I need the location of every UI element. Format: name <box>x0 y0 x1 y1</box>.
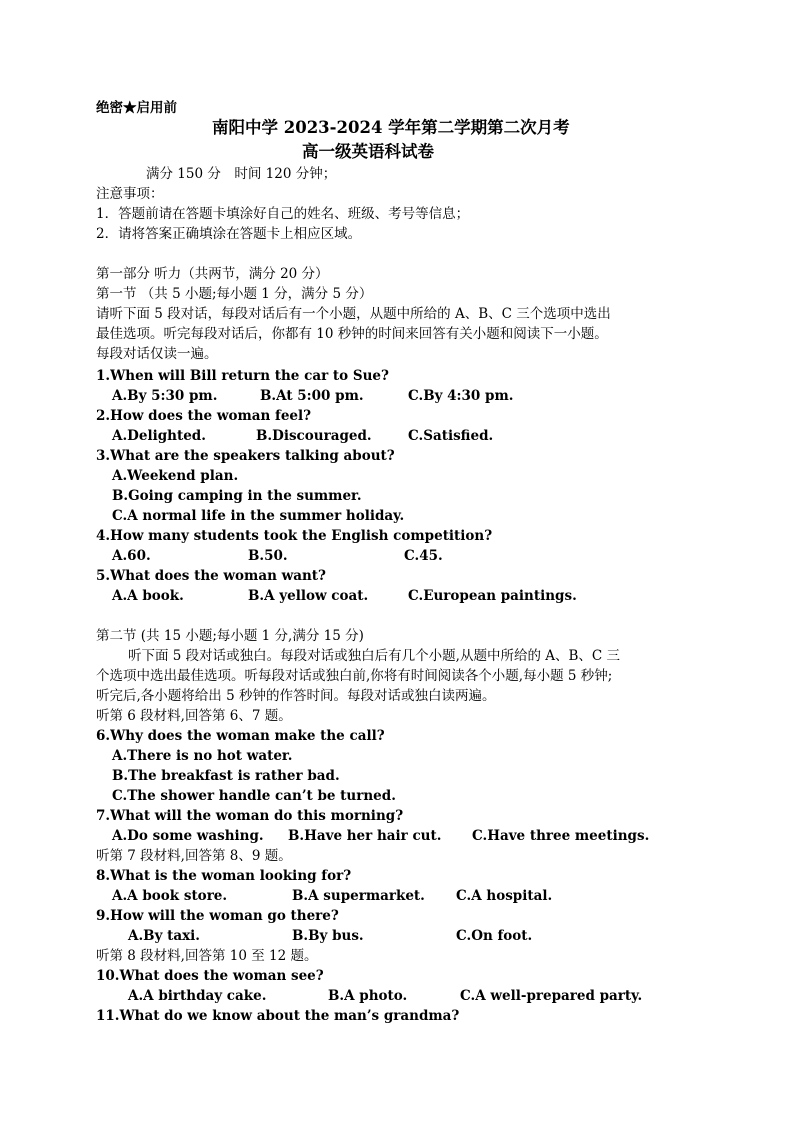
option-b: B.A yellow coat. <box>248 588 369 604</box>
notes-heading: 注意事项： <box>96 186 164 202</box>
option-b: B.Have her hair cut. <box>288 828 442 844</box>
section2-instruction: 个选项中选出最佳选项。听每段对话或独白前,你将有时间阅读各个小题,每小题 5 秒钟; <box>96 668 613 684</box>
question-6: 6.Why does the woman make the call? <box>96 728 385 744</box>
option-a: A.A book store. <box>112 888 228 904</box>
option-a: A.60. <box>112 548 151 564</box>
question-4: 4.How many students took the English competition? <box>96 528 493 544</box>
option-a: A.A birthday cake. <box>128 988 267 1004</box>
exam-title: 南阳中学 2023-2024 学年第二学期第二次月考 <box>212 118 570 137</box>
section1-heading: 第一节 （共 5 小题;每小题 1 分，满分 5 分） <box>96 286 373 302</box>
question-9: 9.How will the woman go there? <box>96 908 339 924</box>
note-item: 1．答题前请在答题卡填涂好自己的姓名、班级、考号等信息； <box>96 206 470 222</box>
question-11: 11.What do we know about the man’s grandma? <box>96 1008 460 1024</box>
part1-heading: 第一部分 听力（共两节，满分 20 分） <box>96 266 329 282</box>
option-c: C.On foot. <box>456 928 533 944</box>
option-c: C.A hospital. <box>456 888 553 904</box>
option-c: C.A well-prepared party. <box>460 988 643 1004</box>
question-3: 3.What are the speakers talking about? <box>96 448 395 464</box>
question-8: 8.What is the woman looking for? <box>96 868 352 884</box>
option-c: C.A normal life in the summer holiday. <box>112 508 405 524</box>
material-6-note: 听第 6 段材料,回答第 6、7 题。 <box>96 708 292 724</box>
section2-instruction: 听下面 5 段对话或独白。每段对话或独白后有几个小题,从题中所给的 A、B、C 三 <box>128 648 621 664</box>
option-a: A.There is no hot water. <box>112 748 293 764</box>
option-b: B.Going camping in the summer. <box>112 488 362 504</box>
question-5: 5.What does the woman want? <box>96 568 326 584</box>
option-a: A.Do some washing. <box>112 828 264 844</box>
section1-instruction: 请听下面 5 段对话，每段对话后有一个小题，从题中所给的 A、B、C 三个选项中选出 <box>96 306 611 322</box>
section1-instruction: 最佳选项。听完每段对话后，你都有 10 秒钟的时间来回答有关小题和阅读下一小题。 <box>96 326 608 342</box>
option-c: C.Satisfied. <box>408 428 494 444</box>
note-item: 2．请将答案正确填涂在答题卡上相应区域。 <box>96 226 362 242</box>
option-c: C.45. <box>404 548 443 564</box>
question-2: 2.How does the woman feel? <box>96 408 312 424</box>
secret-label: 绝密★启用前 <box>96 100 177 116</box>
option-b: B.A supermarket. <box>292 888 425 904</box>
option-a: A.Delighted. <box>112 428 206 444</box>
option-b: B.The breakfast is rather bad. <box>112 768 340 784</box>
exam-subtitle: 高一级英语科试卷 <box>302 142 434 161</box>
option-a: A.By 5:30 pm. <box>112 388 218 404</box>
score-time: 满分 150 分 时间 120 分钟； <box>146 166 337 182</box>
option-c: C.By 4:30 pm. <box>408 388 514 404</box>
option-b: B.A photo. <box>328 988 408 1004</box>
section1-instruction: 每段对话仅读一遍。 <box>96 346 218 362</box>
option-b: B.At 5:00 pm. <box>260 388 364 404</box>
option-c: C.Have three meetings. <box>472 828 650 844</box>
option-c: C.European paintings. <box>408 588 577 604</box>
option-b: B.By bus. <box>292 928 364 944</box>
option-a: A.By taxi. <box>128 928 200 944</box>
option-c: C.The shower handle can’t be turned. <box>112 788 396 804</box>
option-b: B.50. <box>248 548 288 564</box>
material-8-note: 听第 8 段材料,回答第 10 至 12 题。 <box>96 948 318 964</box>
option-a: A.A book. <box>112 588 184 604</box>
option-b: B.Discouraged. <box>256 428 372 444</box>
section2-heading: 第二节 (共 15 小题;每小题 1 分,满分 15 分) <box>96 628 364 644</box>
section2-instruction: 听完后,各小题将给出 5 秒钟的作答时间。每段对话或独白读两遍。 <box>96 688 496 704</box>
question-1: 1.When will Bill return the car to Sue? <box>96 368 389 384</box>
option-a: A.Weekend plan. <box>112 468 239 484</box>
question-10: 10.What does the woman see? <box>96 968 324 984</box>
material-7-note: 听第 7 段材料,回答第 8、9 题。 <box>96 848 292 864</box>
question-7: 7.What will the woman do this morning? <box>96 808 404 824</box>
